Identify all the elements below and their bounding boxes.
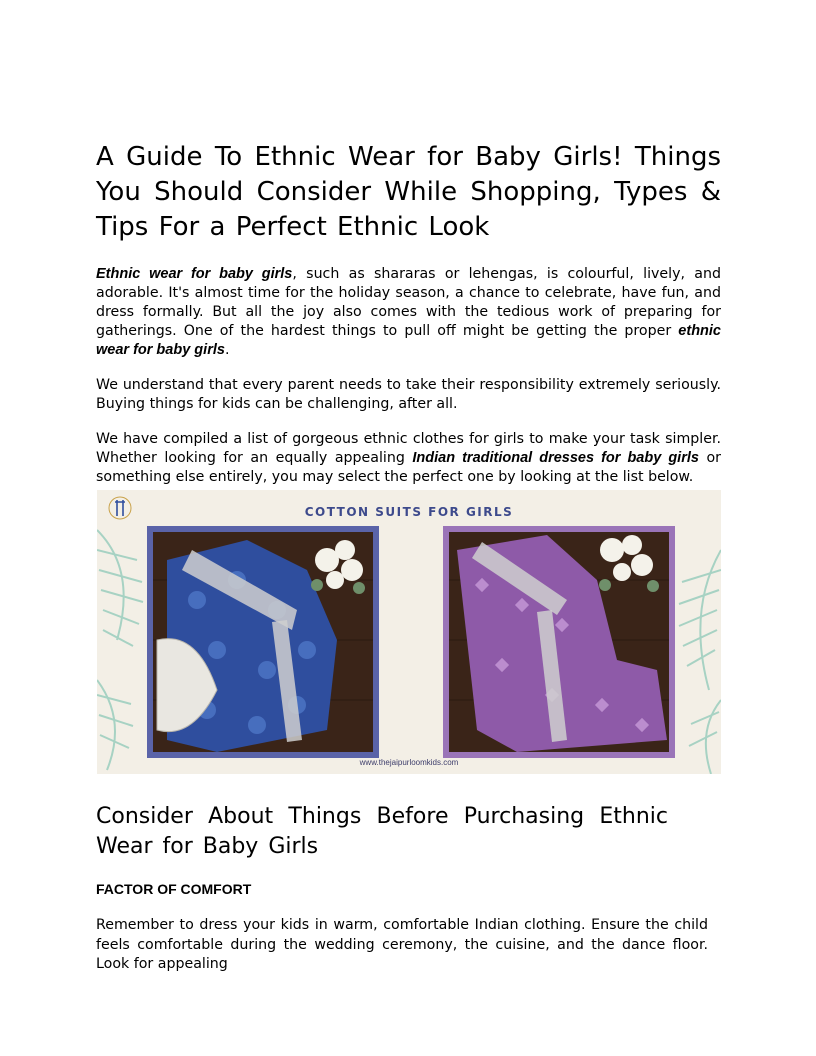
intro-period: . <box>224 342 230 358</box>
traditional-dresses-link[interactable]: Indian traditional dresses for baby girls <box>412 450 699 466</box>
keyword-emphasis-2: ethnic wear for baby girls <box>96 323 721 358</box>
keyword-emphasis: Ethnic wear for baby girls <box>96 266 293 282</box>
cotton-suits-banner-image <box>97 490 721 774</box>
banner-url: www.thejaipurloomkids.com <box>359 758 459 767</box>
palm-leaf-left-icon <box>97 530 143 770</box>
banner-illustration <box>97 490 721 774</box>
intro-text: , such as shararas or lehengas, is colourful, lively, and adorable. It's almost time for the holiday season, a chance to celebrate, have fun, and dress formally. But all the joy also comes with the tedious work of preparing for gatherings. One of the hardest things to pull off might be getting the proper <box>96 266 721 339</box>
subsection-heading: FACTOR OF COMFORT <box>96 881 252 897</box>
section-heading: Consider About Things Before Purchasing Ethnic Wear for Baby Girls <box>96 804 668 859</box>
palm-leaf-right-icon <box>679 550 721 774</box>
page-title: A Guide To Ethnic Wear for Baby Girls! Things You Should Consider While Shopping, Types & Tips For a Perfect Ethnic Look <box>96 142 721 242</box>
comfort-paragraph: Remember to dress your kids in warm, comfortable Indian clothing. Ensure the child feels comfortable during the wedding ceremony, the cuisine, and the dance floor. Look for appealing <box>96 917 708 972</box>
list-intro-text: We have compiled a list of gorgeous ethnic clothes for girls to make your task simpler. Whether looking for an equally appealing <box>96 431 721 466</box>
banner-title: COTTON SUITS FOR GIRLS <box>304 505 514 519</box>
list-intro-paragraph <box>96 430 721 487</box>
responsibility-paragraph: We understand that every parent needs to take their responsibility extremely seriously. Buying things for kids can be challenging, after all. <box>96 377 721 412</box>
document-body <box>96 140 721 487</box>
list-intro-text-2: or something else entirely, you may select the perfect one by looking at the list below. <box>96 450 721 485</box>
intro-paragraph <box>96 265 721 360</box>
